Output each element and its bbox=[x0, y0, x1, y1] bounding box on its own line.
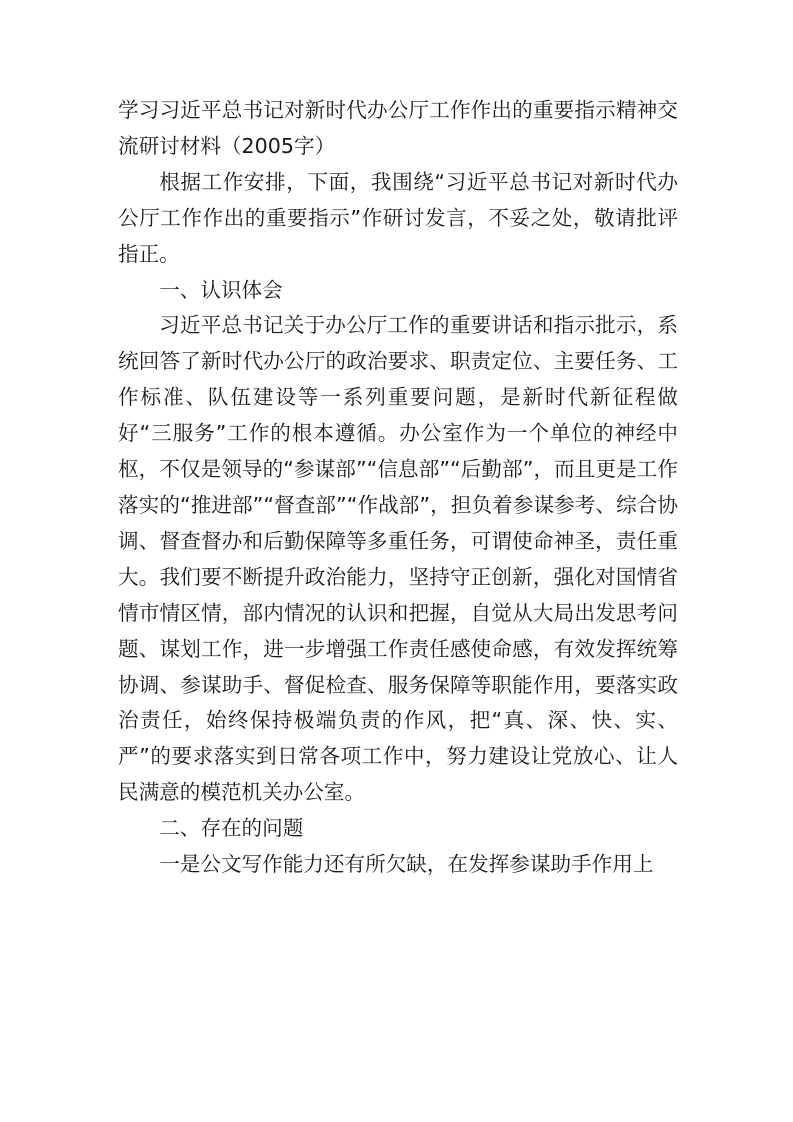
section-paragraph-1: 习近平总书记关于办公厅工作的重要讲话和指示批示，系统回答了新时代办公厅的政治要求、职责定位、主要任务、工作标准、队伍建设等一系列重要问题，是新时代新征程做好“三服务”工作的根本遵循。办公室作为一个单位的神经中枢，不仅是领导的“参谋部”“信息部”“后勤部”，而且更是工作落实的“推进部”“督查部”“作战部”，担负着参谋参考、综合协调、督查督办和后勤保障等多重任务，可谓使命神圣，责任重大。我们要不断提升政治能力，坚持守正创新，强化对国情省情市情区情，部内情况的认识和把握，自觉从大局出发思考问题、谋划工作，进一步增强工作责任感使命感，有效发挥统筹协调、参谋助手、督促检查、服务保障等职能作用，要落实政治责任，始终保持极端负责的作风，把“真、深、快、实、严”的要求落实到日常各项工作中，努力建设让党放心、让人民满意的模范机关办公室。 bbox=[118, 313, 678, 805]
section-paragraph-2: 一是公文写作能力还有所欠缺，在发挥参谋助手作用上 bbox=[159, 852, 654, 877]
section-heading-1: 一、认识体会 bbox=[159, 277, 283, 302]
document-title: 学习习近平总书记对新时代办公厅工作作出的重要指示精神交流研讨材料（2005字） bbox=[118, 98, 678, 158]
document-body bbox=[118, 93, 678, 883]
section-heading-2: 二、存在的问题 bbox=[159, 816, 304, 841]
intro-paragraph: 根据工作安排，下面，我围绕“习近平总书记对新时代办公厅工作作出的重要指示”作研讨发言，不妥之处，敬请批评指正。 bbox=[118, 169, 678, 266]
